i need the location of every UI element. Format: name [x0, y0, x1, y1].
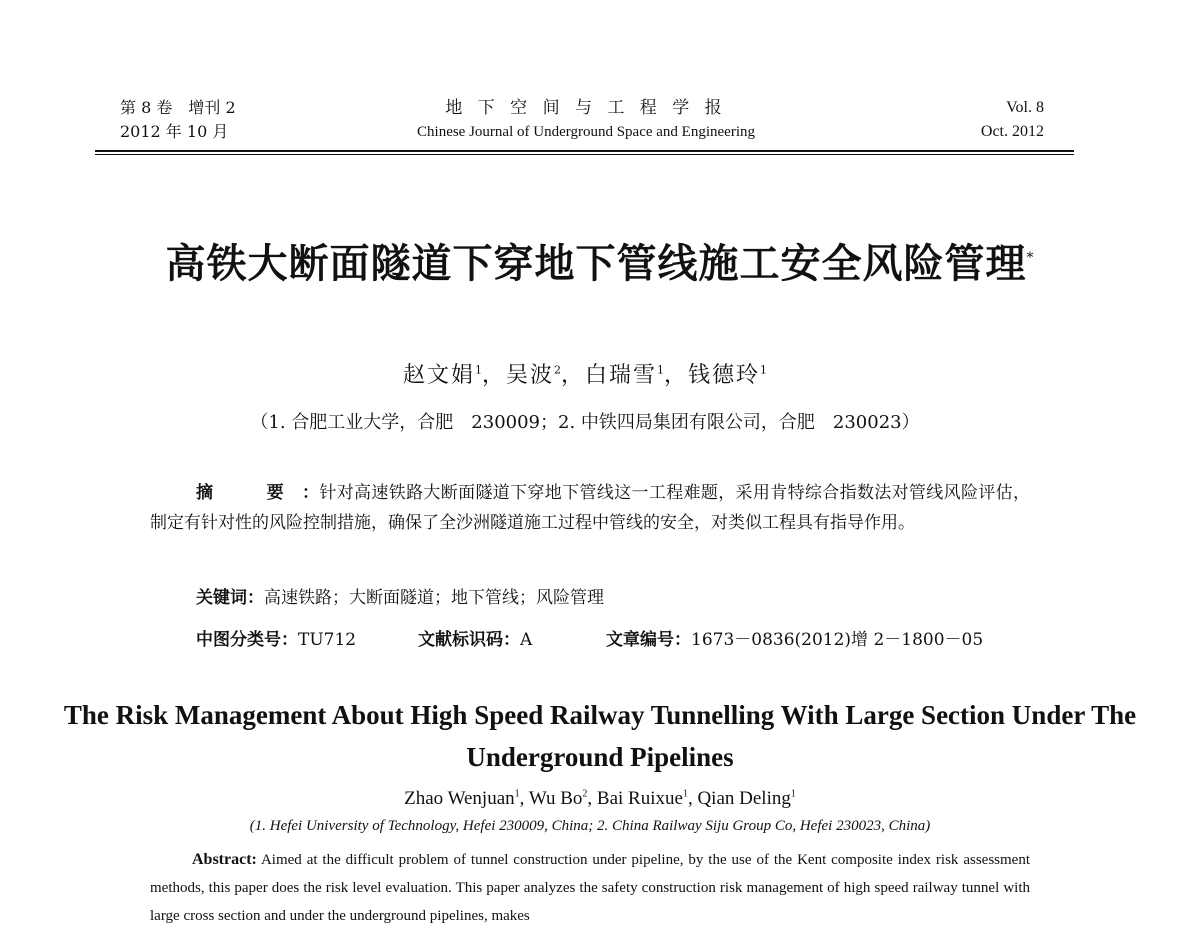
author-name: 吴波: [505, 363, 554, 389]
author-name: Bai Ruixue: [596, 788, 683, 810]
author-affil-mark: 1: [760, 364, 768, 377]
author-en-3: [597, 788, 698, 809]
author-affil-mark: 1: [514, 789, 520, 800]
abstract-cn-text: 针对高速铁路大断面隧道下穿地下管线这一工程难题，采用肯特综合指数法对管线风险评估，制定有针对性的风险控制措施，确保了全沙洲隧道施工过程中管线的安全，对类似工程具有指导作用。: [150, 483, 1031, 533]
clc-value: TU712: [298, 630, 357, 650]
clc-number: [196, 626, 418, 654]
author-name: 赵文娟: [402, 363, 475, 389]
author-separator: ，: [560, 363, 585, 389]
abstract-en-label: Abstract: [192, 851, 252, 868]
abstract-cn-colon: ：: [302, 483, 320, 503]
author-cn-3: [585, 363, 688, 388]
header-date-cn: 2012 年 10 月: [120, 122, 229, 141]
author-cn-2: [506, 363, 585, 388]
author-list-en: [0, 782, 1200, 812]
doc-code-value: A: [520, 630, 533, 650]
keywords-cn-text: 高速铁路；大断面隧道；地下管线；风险管理: [264, 588, 604, 608]
author-en-1: [404, 788, 529, 809]
keywords-cn: [196, 584, 1046, 612]
header-volume: 第 8 卷 增刊 2: [120, 98, 236, 117]
article-number: [606, 626, 983, 654]
paper-title-cn: [60, 236, 1140, 292]
header-date-en: Oct. 2012: [980, 123, 1044, 140]
author-name: Zhao Wenjuan: [404, 788, 515, 810]
header-vol-en: Vol. 8: [1006, 99, 1044, 116]
author-name: 白瑞雪: [585, 363, 658, 389]
abstract-cn-label: 摘 要: [196, 483, 303, 503]
paper-title-en: The Risk Management About High Speed Railway Tunnelling With Large Section Under The Underground Pipelines: [63, 700, 1137, 772]
author-en-4: [697, 788, 795, 809]
author-affil-mark: 1: [474, 364, 482, 377]
article-number-label: 文章编号：: [606, 630, 691, 650]
running-header: [98, 96, 1074, 152]
article-number-value: 1673－0836(2012)增 2－1800－05: [691, 630, 984, 650]
author-name: 钱德玲: [688, 363, 761, 389]
header-journal-name: [98, 96, 1074, 144]
clc-label: 中图分类号：: [196, 630, 298, 650]
author-affil-mark: 2: [553, 364, 561, 377]
classification-line: [196, 626, 1056, 654]
author-cn-4: [688, 363, 767, 388]
author-name: Wu Bo: [528, 788, 583, 810]
author-separator: ，: [664, 363, 689, 389]
author-affil-mark: 1: [790, 789, 796, 800]
affiliation-cn: （1. 合肥工业大学，合肥 230009；2. 中铁四局集团有限公司，合肥 230023）: [250, 412, 920, 433]
journal-name-en: Chinese Journal of Underground Space and Engineering: [417, 124, 755, 140]
author-separator: ,: [519, 788, 529, 810]
author-affil-mark: 2: [582, 789, 588, 800]
title-cn-text: 高铁大断面隧道下穿地下管线施工安全风险管理: [165, 240, 1027, 287]
author-separator: ,: [587, 788, 597, 810]
abstract-cn: [150, 478, 1030, 538]
author-name: Qian Deling: [697, 788, 791, 810]
abstract-en-text: Aimed at the difficult problem of tunnel construction under pipeline, by the use of the Kent composite index risk assessment methods, this paper does the risk level evaluation. This paper analyzes the safety construction risk management of high speed railway tunnel with large cross section and under the underground pipelines, makes: [150, 852, 1030, 924]
header-vol-date: [981, 96, 1044, 144]
author-separator: ,: [687, 788, 698, 810]
journal-name-cn: 地 下 空 间 与 工 程 学 报: [445, 98, 727, 118]
doc-code-label: 文献标识码：: [418, 630, 520, 650]
header-rule-thin: [95, 154, 1074, 155]
title-footnote-mark: *: [1026, 250, 1035, 266]
author-affil-mark: 1: [682, 789, 688, 800]
header-rule-thick: [95, 150, 1074, 152]
author-affil-mark: 1: [657, 364, 665, 377]
abstract-en-colon: :: [251, 851, 257, 868]
document-code: [418, 626, 606, 654]
abstract-en: [150, 846, 1030, 930]
affiliation-en: (1. Hefei University of Technology, Hefei 230009, China; 2. China Railway Siju Group Co, Hefei 230023, China): [249, 818, 931, 834]
author-separator: ，: [481, 363, 506, 389]
author-list-cn: [0, 354, 1170, 393]
keywords-cn-label: 关键词：: [196, 588, 264, 608]
author-en-2: [529, 788, 597, 809]
author-cn-1: [403, 363, 506, 388]
